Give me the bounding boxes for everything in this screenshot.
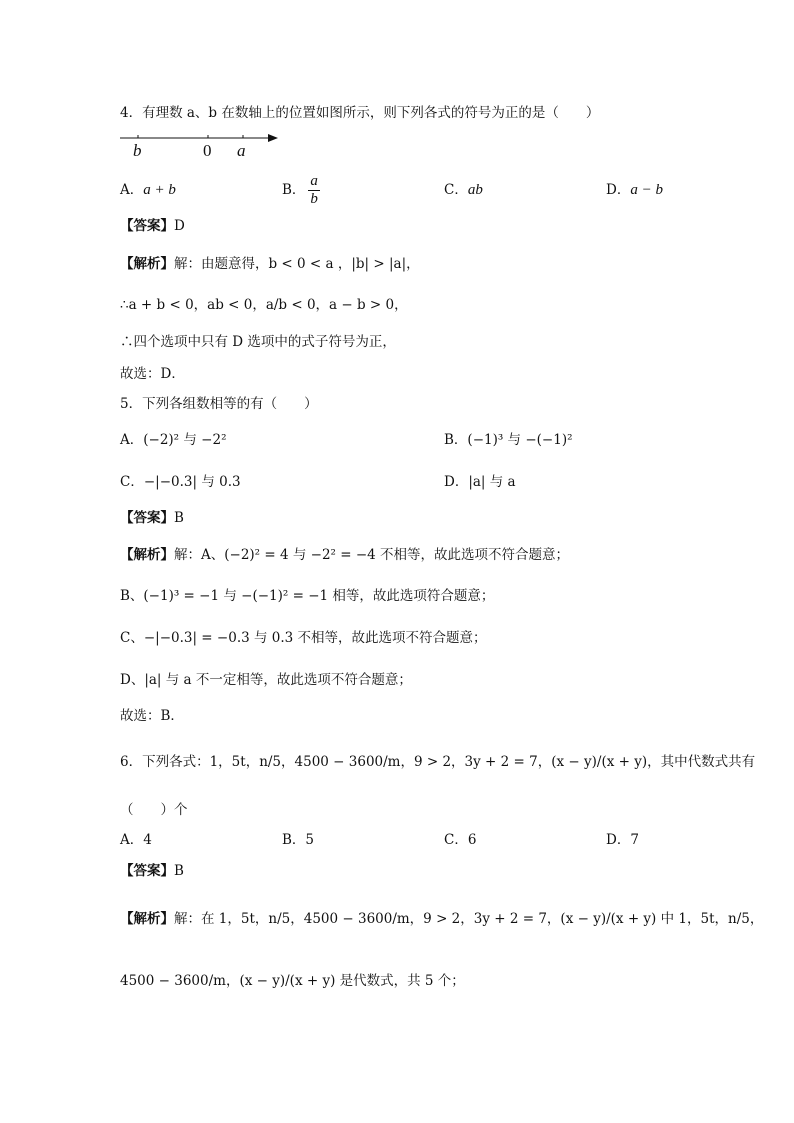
- q6-option-b: B．5: [282, 832, 315, 848]
- q4-option-b: B． $\frac{a}{b}$: [282, 173, 318, 207]
- q4-option-d: D．a − b: [606, 182, 663, 198]
- q4-analysis-2: ∴a + b < 0，ab < 0，a/b < 0，a − b > 0，: [120, 297, 408, 313]
- q4-option-a: A．a + b: [120, 182, 176, 198]
- q5-analysis-a: 【解析】解：A、(−2)² = 4 与 −2² = −4 不相等，故此选项不符合题意；: [120, 547, 570, 563]
- q4-option-c: C．ab: [444, 182, 483, 198]
- q6-option-c: C．6: [444, 832, 477, 848]
- q6-analysis-2: 4500 − 3600/m，(x − y)/(x + y) 是代数式，共 5 个；: [120, 973, 465, 989]
- q5-analysis-c: C、−|−0.3| = −0.3 与 0.3 不相等，故此选项不符合题意；: [120, 630, 487, 646]
- q5-analysis-b: B、(−1)³ = −1 与 −(−1)² = −1 相等，故此选项符合题意；: [120, 588, 495, 604]
- q4-answer: 【答案】D: [120, 218, 185, 234]
- q6-option-d: D．7: [606, 832, 639, 848]
- axis-label-zero: 0: [203, 141, 212, 160]
- q5-stem: 5．下列各组数相等的有（ ）: [120, 396, 318, 412]
- q6-answer: 【答案】B: [120, 863, 184, 879]
- q6-stem-2: （ ）个: [120, 802, 188, 818]
- q5-analysis-d: D、|a| 与 a 不一定相等，故此选项不符合题意；: [120, 672, 412, 688]
- q6-analysis-1: 【解析】解：在 1，5t，n/5，4500 − 3600/m，9 > 2，3y + 2 = 7，(x − y)/(x + y) 中 1，5t，n/5，: [120, 911, 764, 927]
- q5-option-b: B．(−1)³ 与 −(−1)²: [444, 432, 573, 448]
- q6-stem: 6．下列各式：1，5t，n/5，4500 − 3600/m，9 > 2，3y + 2 = 7，(x − y)/(x + y)，其中代数式共有: [120, 754, 756, 770]
- q5-choose: 故选：B．: [120, 708, 184, 724]
- q4-analysis-3: ∴四个选项中只有 D 选项中的式子符号为正，: [120, 334, 396, 350]
- q5-option-d: D．|a| 与 a: [444, 474, 516, 490]
- q6-option-a: A．4: [120, 832, 152, 848]
- q5-answer: 【答案】B: [120, 510, 184, 526]
- q5-option-a: A．(−2)² 与 −2²: [120, 432, 227, 448]
- q4-stem: 4．有理数 a、b 在数轴上的位置如图所示，则下列各式的符号为正的是（ ）: [120, 105, 600, 121]
- axis-label-b: b: [133, 141, 142, 160]
- q5-option-c: C．−|−0.3| 与 0.3: [120, 474, 241, 490]
- q4-analysis-1: 【解析】解：由题意得，b < 0 < a ，|b| > |a|，: [120, 256, 420, 272]
- q4-choose: 故选：D．: [120, 366, 185, 382]
- axis-label-a: a: [237, 141, 246, 160]
